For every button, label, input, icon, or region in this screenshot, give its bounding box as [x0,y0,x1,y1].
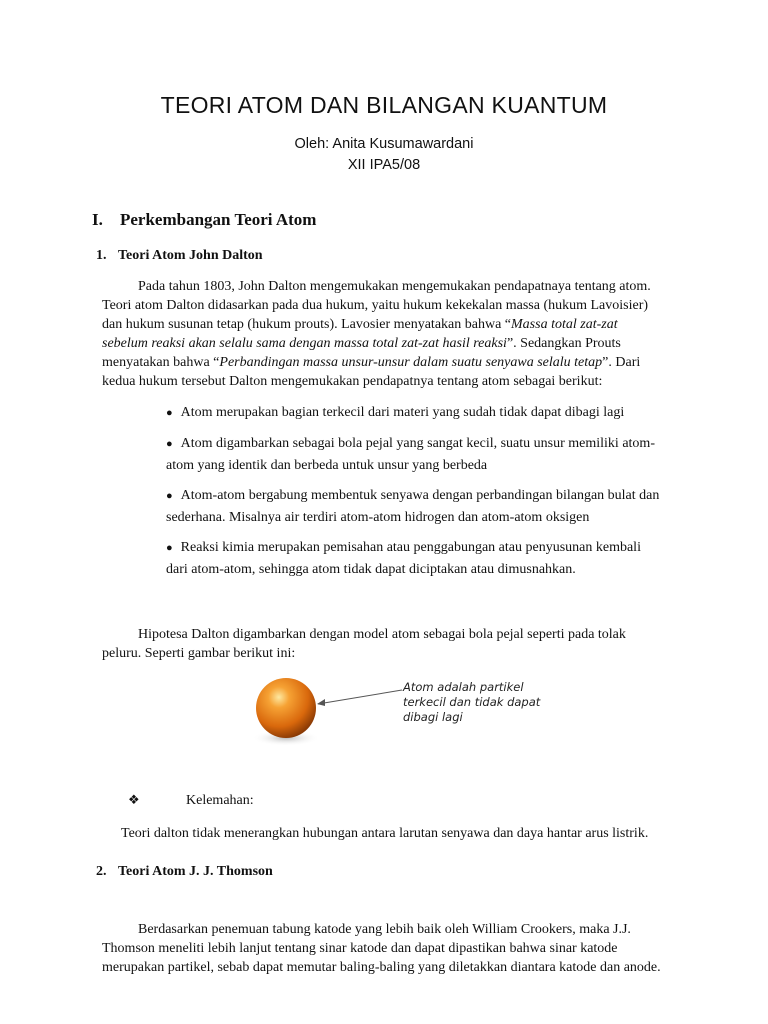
subsection-heading-dalton [96,248,263,264]
text-span: ”. Sedangkan Prouts [506,336,621,351]
quote-italic: Massa total zat-zat [511,317,618,332]
dalton-postulates-list [166,402,686,589]
list-item-text: Reaksi kimia merupakan pemisahan atau penggabungan atau penyusunan kembali [180,540,641,555]
paragraph-line [102,353,682,372]
weakness-text: Teori dalton tidak menerangkan hubungan antara larutan senyawa dan daya hantar arus listrik. [121,826,649,841]
paragraph-line: Berdasarkan penemuan tabung katode yang lebih baik oleh William Crookers, maka J.J. [138,922,631,937]
dalton-paragraph [102,277,682,391]
list-item [166,485,686,528]
dalton-atom-figure [246,668,546,750]
paragraph-line: Pada tahun 1803, John Dalton mengemukakan mengemukakan pendapatnaya tentang atom. [138,279,651,294]
quote-italic: sebelum reaksi akan selalu sama dengan massa total zat-zat hasil reaksi [102,336,507,351]
document-title: TEORI ATOM DAN BILANGAN KUANTUM [160,92,608,118]
text-span: ”. Dari [602,355,641,370]
text-span: dan hukum susunan tetap (hukum prouts). Lavosier menyatakan bahwa “ [102,317,512,332]
section-title: Perkembangan Teori Atom [120,210,317,229]
list-item-text: Atom merupakan bagian terkecil dari materi yang sudah tidak dapat dibagi lagi [180,405,625,420]
hypothesis-paragraph [102,625,682,663]
bullet-icon: ● [166,490,173,502]
subsection-title: Teori Atom John Dalton [118,248,263,263]
paragraph-line: Teori atom Dalton didasarkan pada dua hukum, yaitu hukum kekekalan massa (hukum Lavoisier) [102,298,649,313]
quote-italic: Perbandingan massa unsur-unsur dalam suatu senyawa selalu tetap [219,355,603,370]
bullet-icon: ● [166,542,173,554]
figure-caption-line: terkecil dan tidak dapat [403,695,541,709]
bullet-icon: ● [166,407,173,419]
bullet-icon: ● [166,438,173,450]
weakness-heading [128,793,254,809]
paragraph-line: Hipotesa Dalton digambarkan dengan model atom sebagai bola pejal seperti pada tolak [138,627,626,642]
thomson-paragraph [102,920,692,977]
subsection-title: Teori Atom J. J. Thomson [118,864,273,879]
list-item-text: sederhana. Misalnya air terdiri atom-atom hidrogen dan atom-atom oksigen [166,510,590,525]
paragraph-line [102,315,682,334]
author-line: Oleh: Anita Kusumawardani [294,136,474,152]
list-item [166,537,686,580]
list-item [166,433,686,476]
subsection-number: 2. [96,864,107,879]
list-item-text: dari atom-atom, sehingga atom tidak dapat diciptakan atau dimusnahkan. [166,562,576,577]
figure-caption-line: Atom adalah partikel [403,680,524,694]
subsection-number: 1. [96,248,107,263]
diamond-bullet-icon: ❖ [128,793,140,808]
paragraph-line: Thomson meneliti lebih lanjut tentang sinar katode dan dapat dipastikan bahwa sinar katode [102,941,618,956]
subsection-heading-thomson [96,864,273,880]
list-item [166,402,686,424]
section-heading [92,210,316,230]
paragraph-line: peluru. Seperti gambar berikut ini: [102,646,296,661]
section-number: I. [92,210,103,229]
text-span: menyatakan bahwa “ [102,355,220,370]
paragraph-line: merupakan partikel, sebab dapat memutar baling-baling yang diletakkan diantara katode dan anode. [102,960,661,975]
weakness-label: Kelemahan: [186,793,254,808]
figure-caption-line: dibagi lagi [403,710,463,724]
paragraph-line: kedua hukum tersebut Dalton mengemukakan pendapatnya tentang atom sebagai berikut: [102,374,603,389]
list-item-text: atom yang identik dan berbeda untuk unsur yang berbeda [166,458,488,473]
paragraph-line [102,334,682,353]
figure-caption [403,680,553,725]
list-item-text: Atom digambarkan sebagai bola pejal yang sangat kecil, suatu unsur memiliki atom- [180,436,655,451]
class-line: XII IPA5/08 [347,157,421,173]
list-item-text: Atom-atom bergabung membentuk senyawa dengan perbandingan bilangan bulat dan [180,488,660,503]
